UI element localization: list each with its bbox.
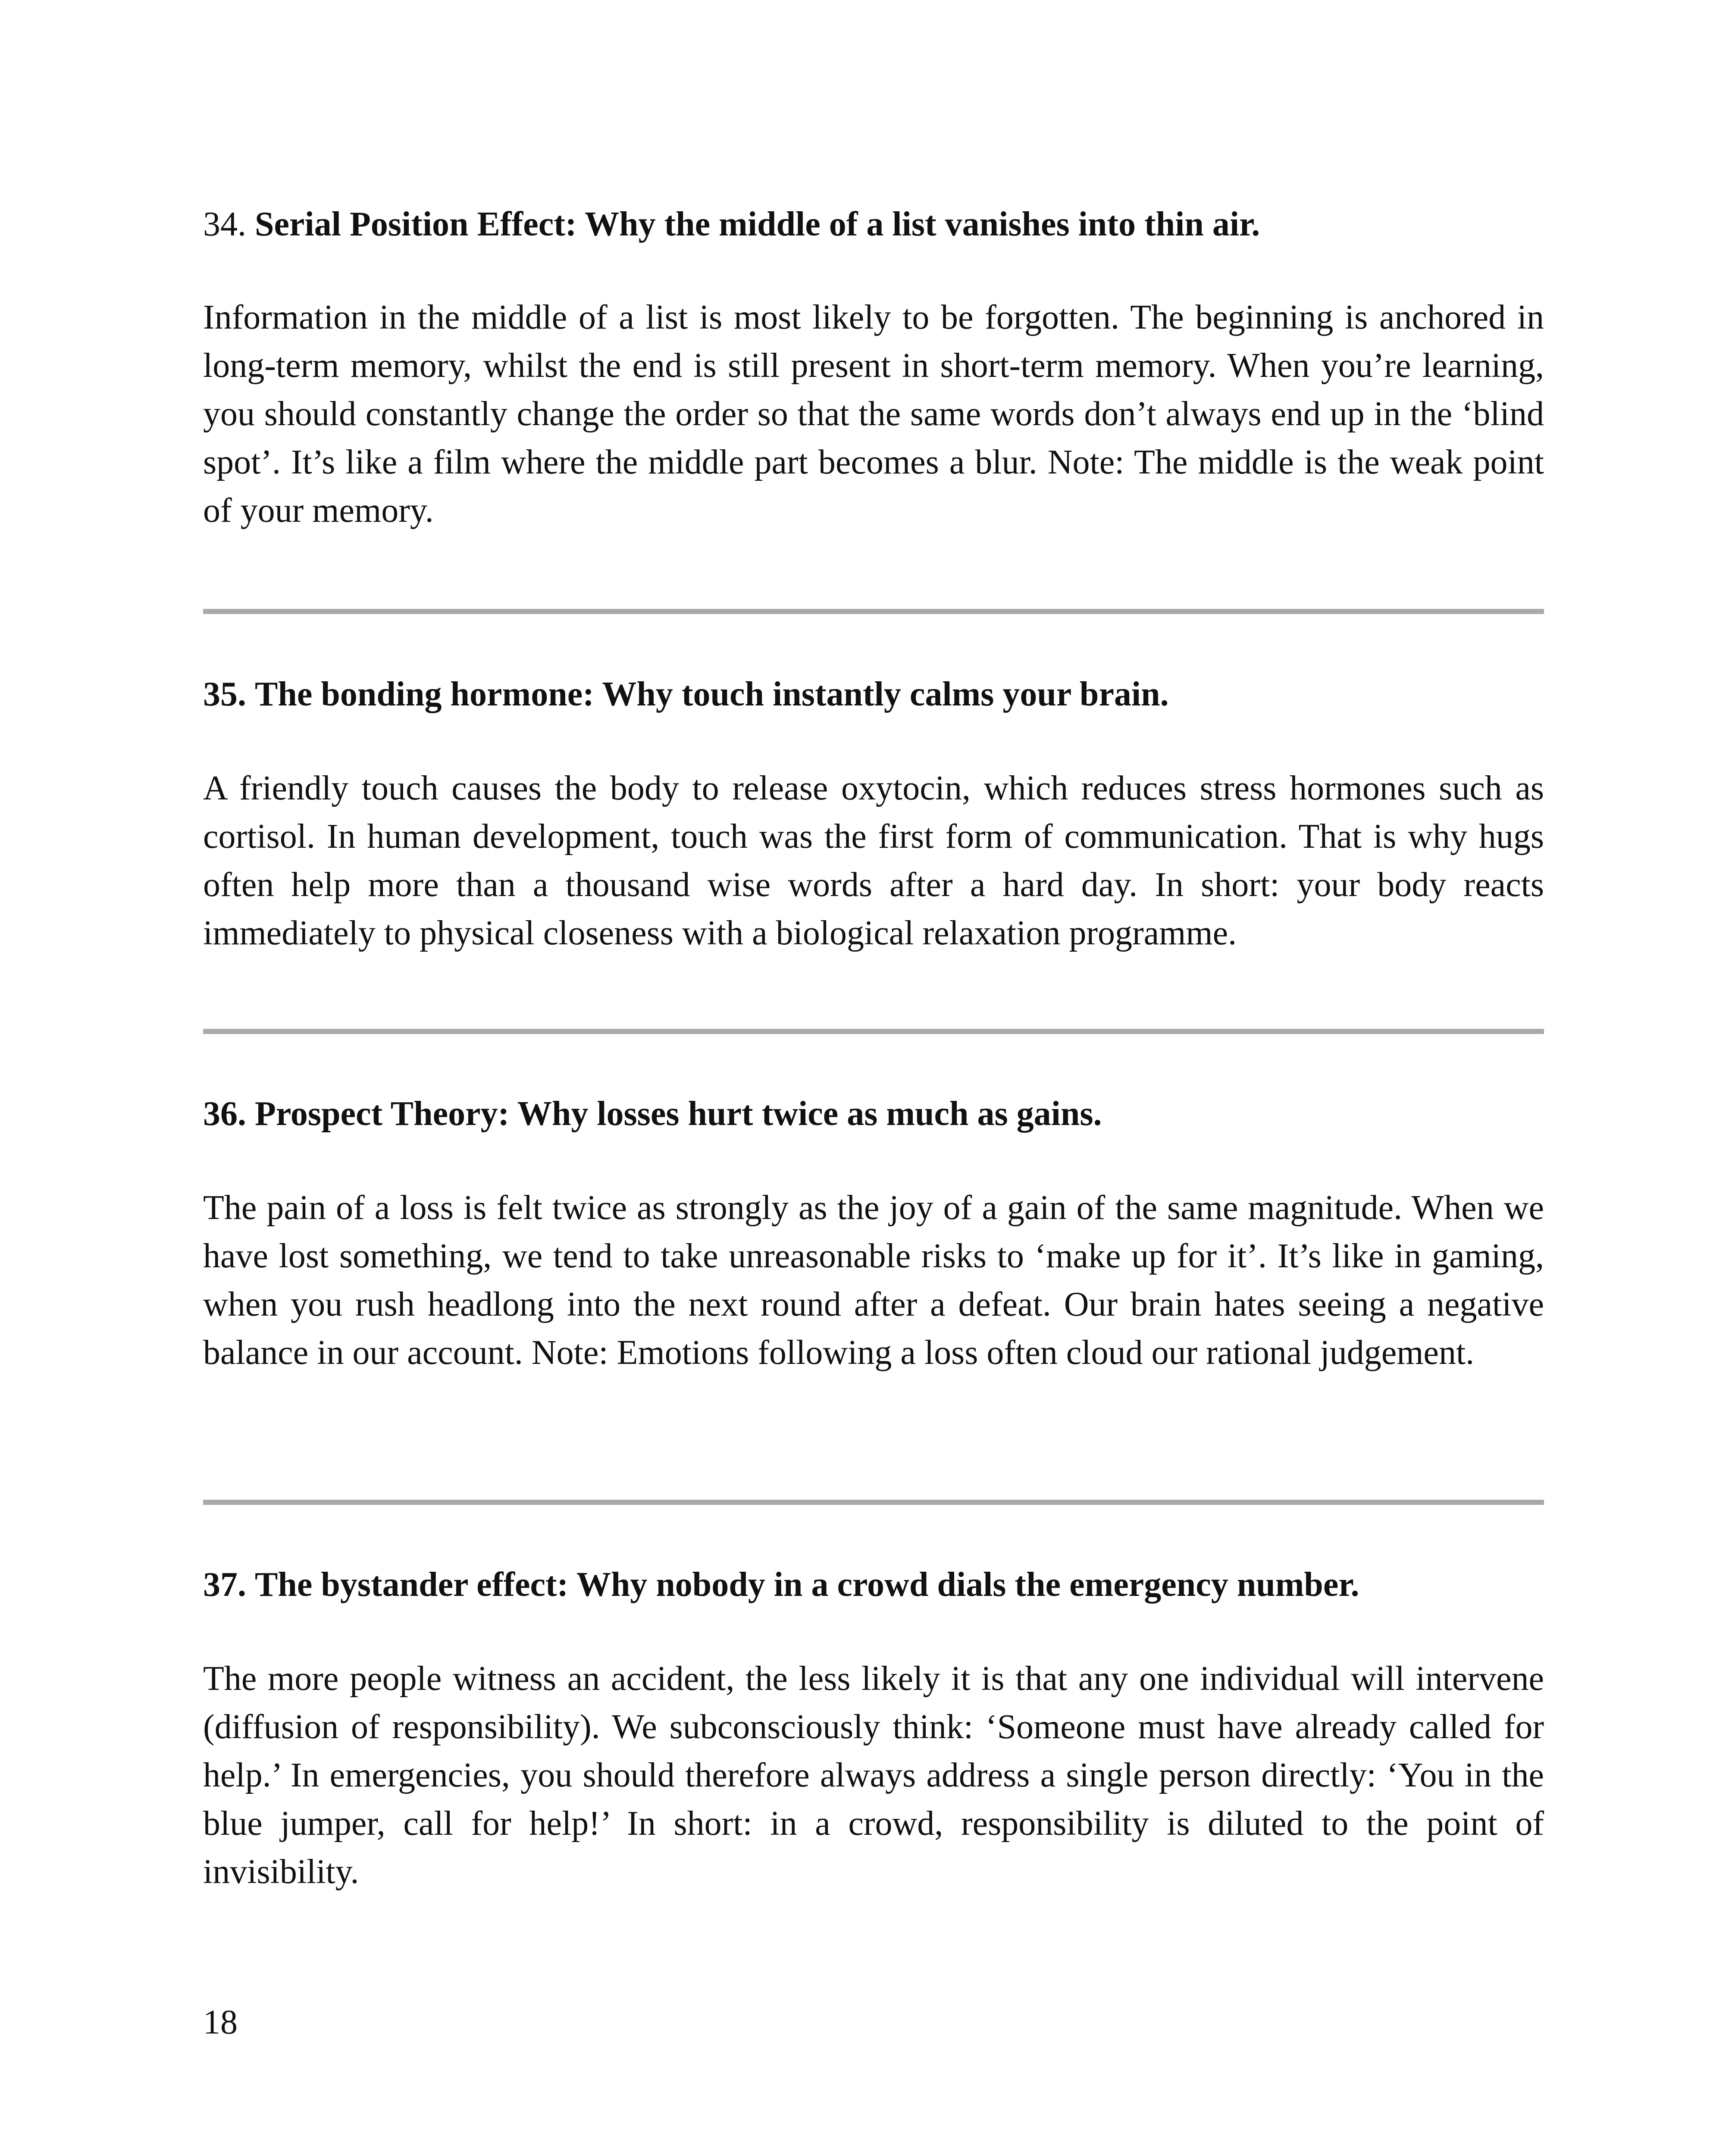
section-36-title: Prospect Theory: Why losses hurt twice as much as gains. bbox=[255, 1095, 1102, 1133]
section-34-body: Information in the middle of a list is most likely to be forgotten. The beginning is anchored in long-term memory, whilst the end is still present in short-term memory. When you’re learning, you should constantly change the order so that the same words don’t always end up in the ‘blind spot’. It’s like a film where the middle part becomes a blur. Note: The middle is the weak point of your memory. bbox=[203, 298, 1544, 530]
section-36-number: 36. bbox=[203, 1095, 246, 1133]
section-34-heading bbox=[203, 203, 1544, 246]
section-36-heading bbox=[203, 1092, 1544, 1135]
section-37-title: The bystander effect: Why nobody in a crowd dials the emergency number. bbox=[255, 1566, 1359, 1604]
section-37-number: 37. bbox=[203, 1566, 246, 1604]
section-34-number: 34. bbox=[203, 205, 246, 243]
section-divider bbox=[203, 609, 1544, 614]
page-number: 18 bbox=[203, 2003, 238, 2041]
section-35-heading bbox=[203, 673, 1544, 716]
section-35-body: A friendly touch causes the body to release oxytocin, which reduces stress hormones such as cortisol. In human development, touch was the first form of communication. That is why hugs often help more than a thousand wise words after a hard day. In short: your body reacts immediately to physical closeness with a biological relaxation programme. bbox=[203, 769, 1544, 952]
section-35-title: The bonding hormone: Why touch instantly calms your brain. bbox=[255, 675, 1169, 713]
section-37-body: The more people witness an accident, the less likely it is that any one individual will intervene (diffusion of responsibility). We subconsciously think: ‘Someone must have already called for help.’ In emergencies, you should therefore always address a single person directly: ‘You in the blue jumper, call for help!’ In short: in a crowd, responsibility is diluted to the point of invisibility. bbox=[203, 1660, 1544, 1891]
section-37-heading bbox=[203, 1563, 1544, 1606]
section-divider bbox=[203, 1029, 1544, 1034]
section-35-number: 35. bbox=[203, 675, 246, 713]
section-36-body: The pain of a loss is felt twice as strongly as the joy of a gain of the same magnitude. When we have lost something, we tend to take unreasonable risks to ‘make up for it’. It’s like in gaming, when you rush headlong into the next round after a defeat. Our brain hates seeing a negative balance in our account. Note: Emotions following a loss often cloud our rational judgement. bbox=[203, 1189, 1544, 1372]
section-divider bbox=[203, 1500, 1544, 1505]
section-34-title: Serial Position Effect: Why the middle of a list vanishes into thin air. bbox=[255, 205, 1260, 243]
